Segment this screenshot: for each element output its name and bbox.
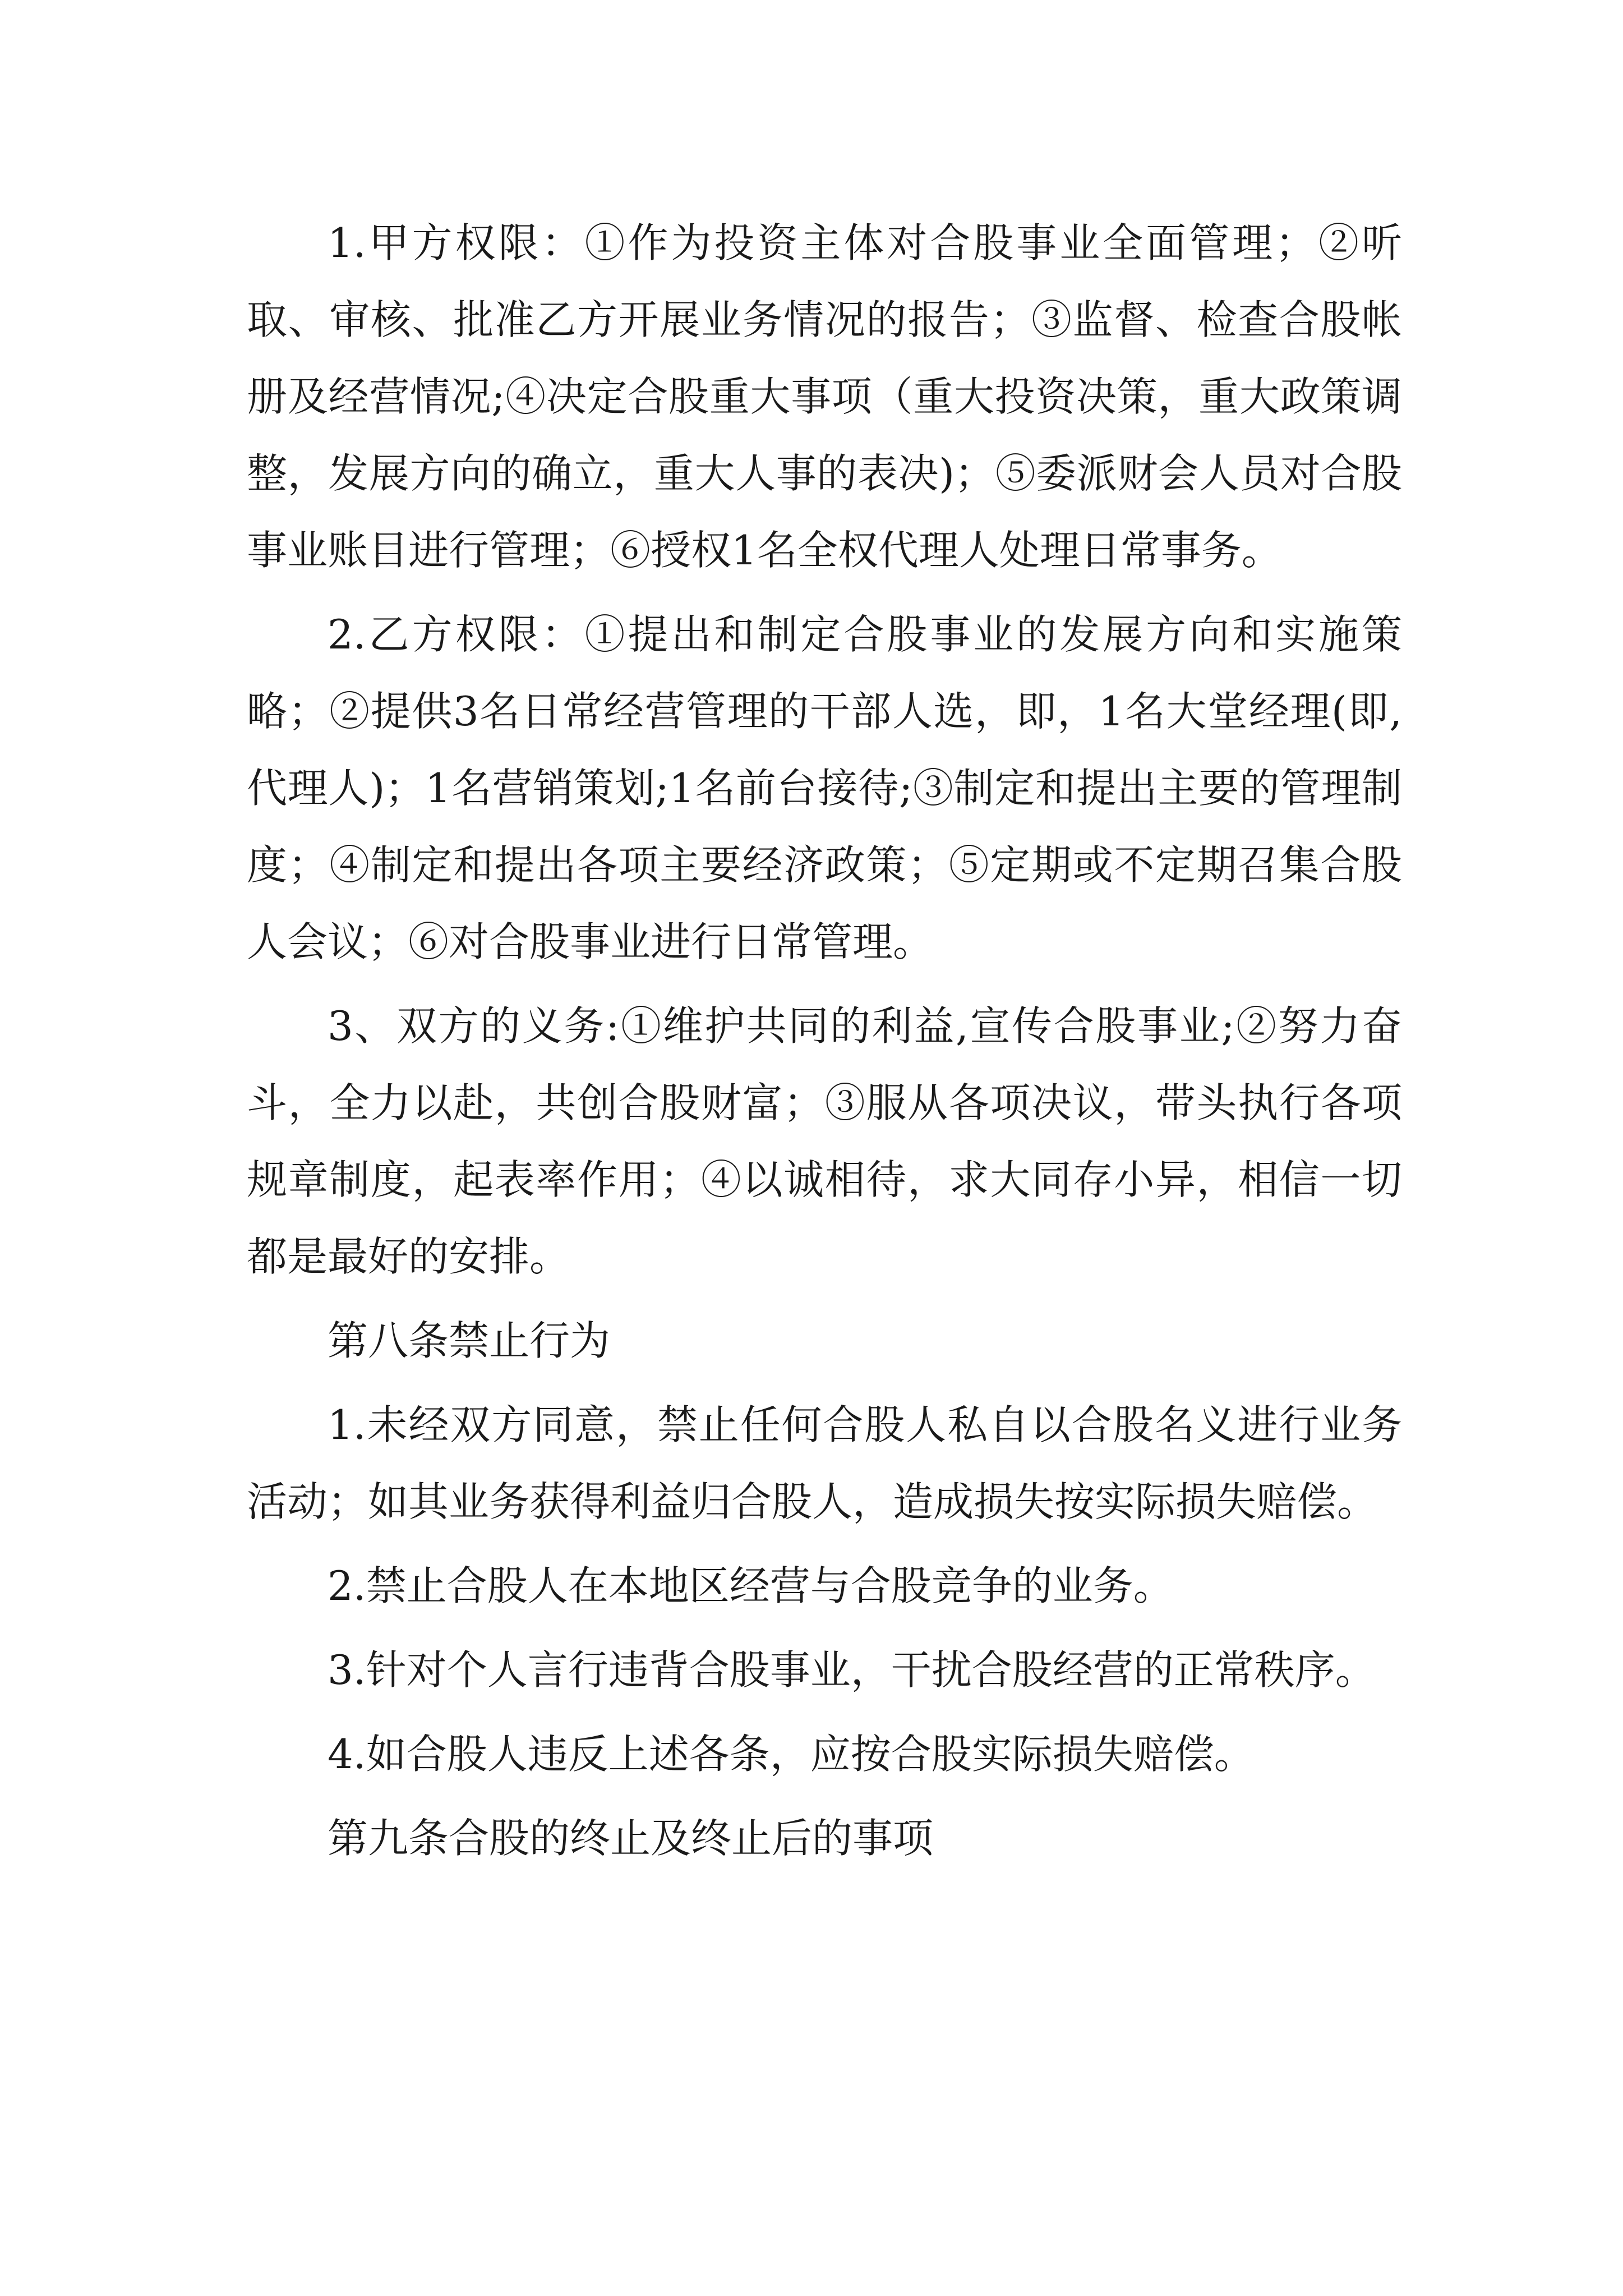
paragraph-mutual-obligations: 3、双方的义务:①维护共同的利益,宣传合股事业;②努力奋斗，全力以赴，共创合股财富；③服从各项决议，带头执行各项规章制度，起表率作用；④以诚相待，求大同存小异，相信一切都是最好的安排。 (247, 1002, 1402, 1280)
paragraph-prohibition-3: 3.针对个人言行违背合股事业，干扰合股经营的正常秩序。 (328, 1646, 1376, 1694)
paragraph-party-b-rights: 2.乙方权限：①提出和制定合股事业的发展方向和实施策略；②提供3名日常经营管理的干部人选，即，1名大堂经理(即,代理人)；1名营销策划;1名前台接待;③制定和提出主要的管理制度；④制定和提出各项主要经济政策；⑤定期或不定期召集合股人会议；⑥对合股事业进行日常管理。 (247, 611, 1402, 965)
paragraph-prohibition-1: 1.未经双方同意，禁止任何合股人私自以合股名义进行业务活动；如其业务获得利益归合股人，造成损失按实际损失赔偿。 (247, 1401, 1402, 1525)
section-heading-article-9: 第九条合股的终止及终止后的事项 (328, 1815, 934, 1862)
paragraph-prohibition-4: 4.如合股人违反上述各条，应按合股实际损失赔偿。 (328, 1731, 1255, 1778)
document-body (247, 205, 1402, 1877)
section-heading-article-8: 第八条禁止行为 (328, 1317, 611, 1364)
paragraph-prohibition-2: 2.禁止合股人在本地区经营与合股竞争的业务。 (328, 1562, 1174, 1609)
paragraph-party-a-rights: 1.甲方权限：①作为投资主体对合股事业全面管理；②听取、审核、批准乙方开展业务情况的报告；③监督、检查合股帐册及经营情况;④决定合股重大事项（重大投资决策，重大政策调整，发展方向的确立，重大人事的表决)；⑤委派财会人员对合股事业账目进行管理；⑥授权1名全权代理人处理日常事务。 (247, 219, 1402, 574)
